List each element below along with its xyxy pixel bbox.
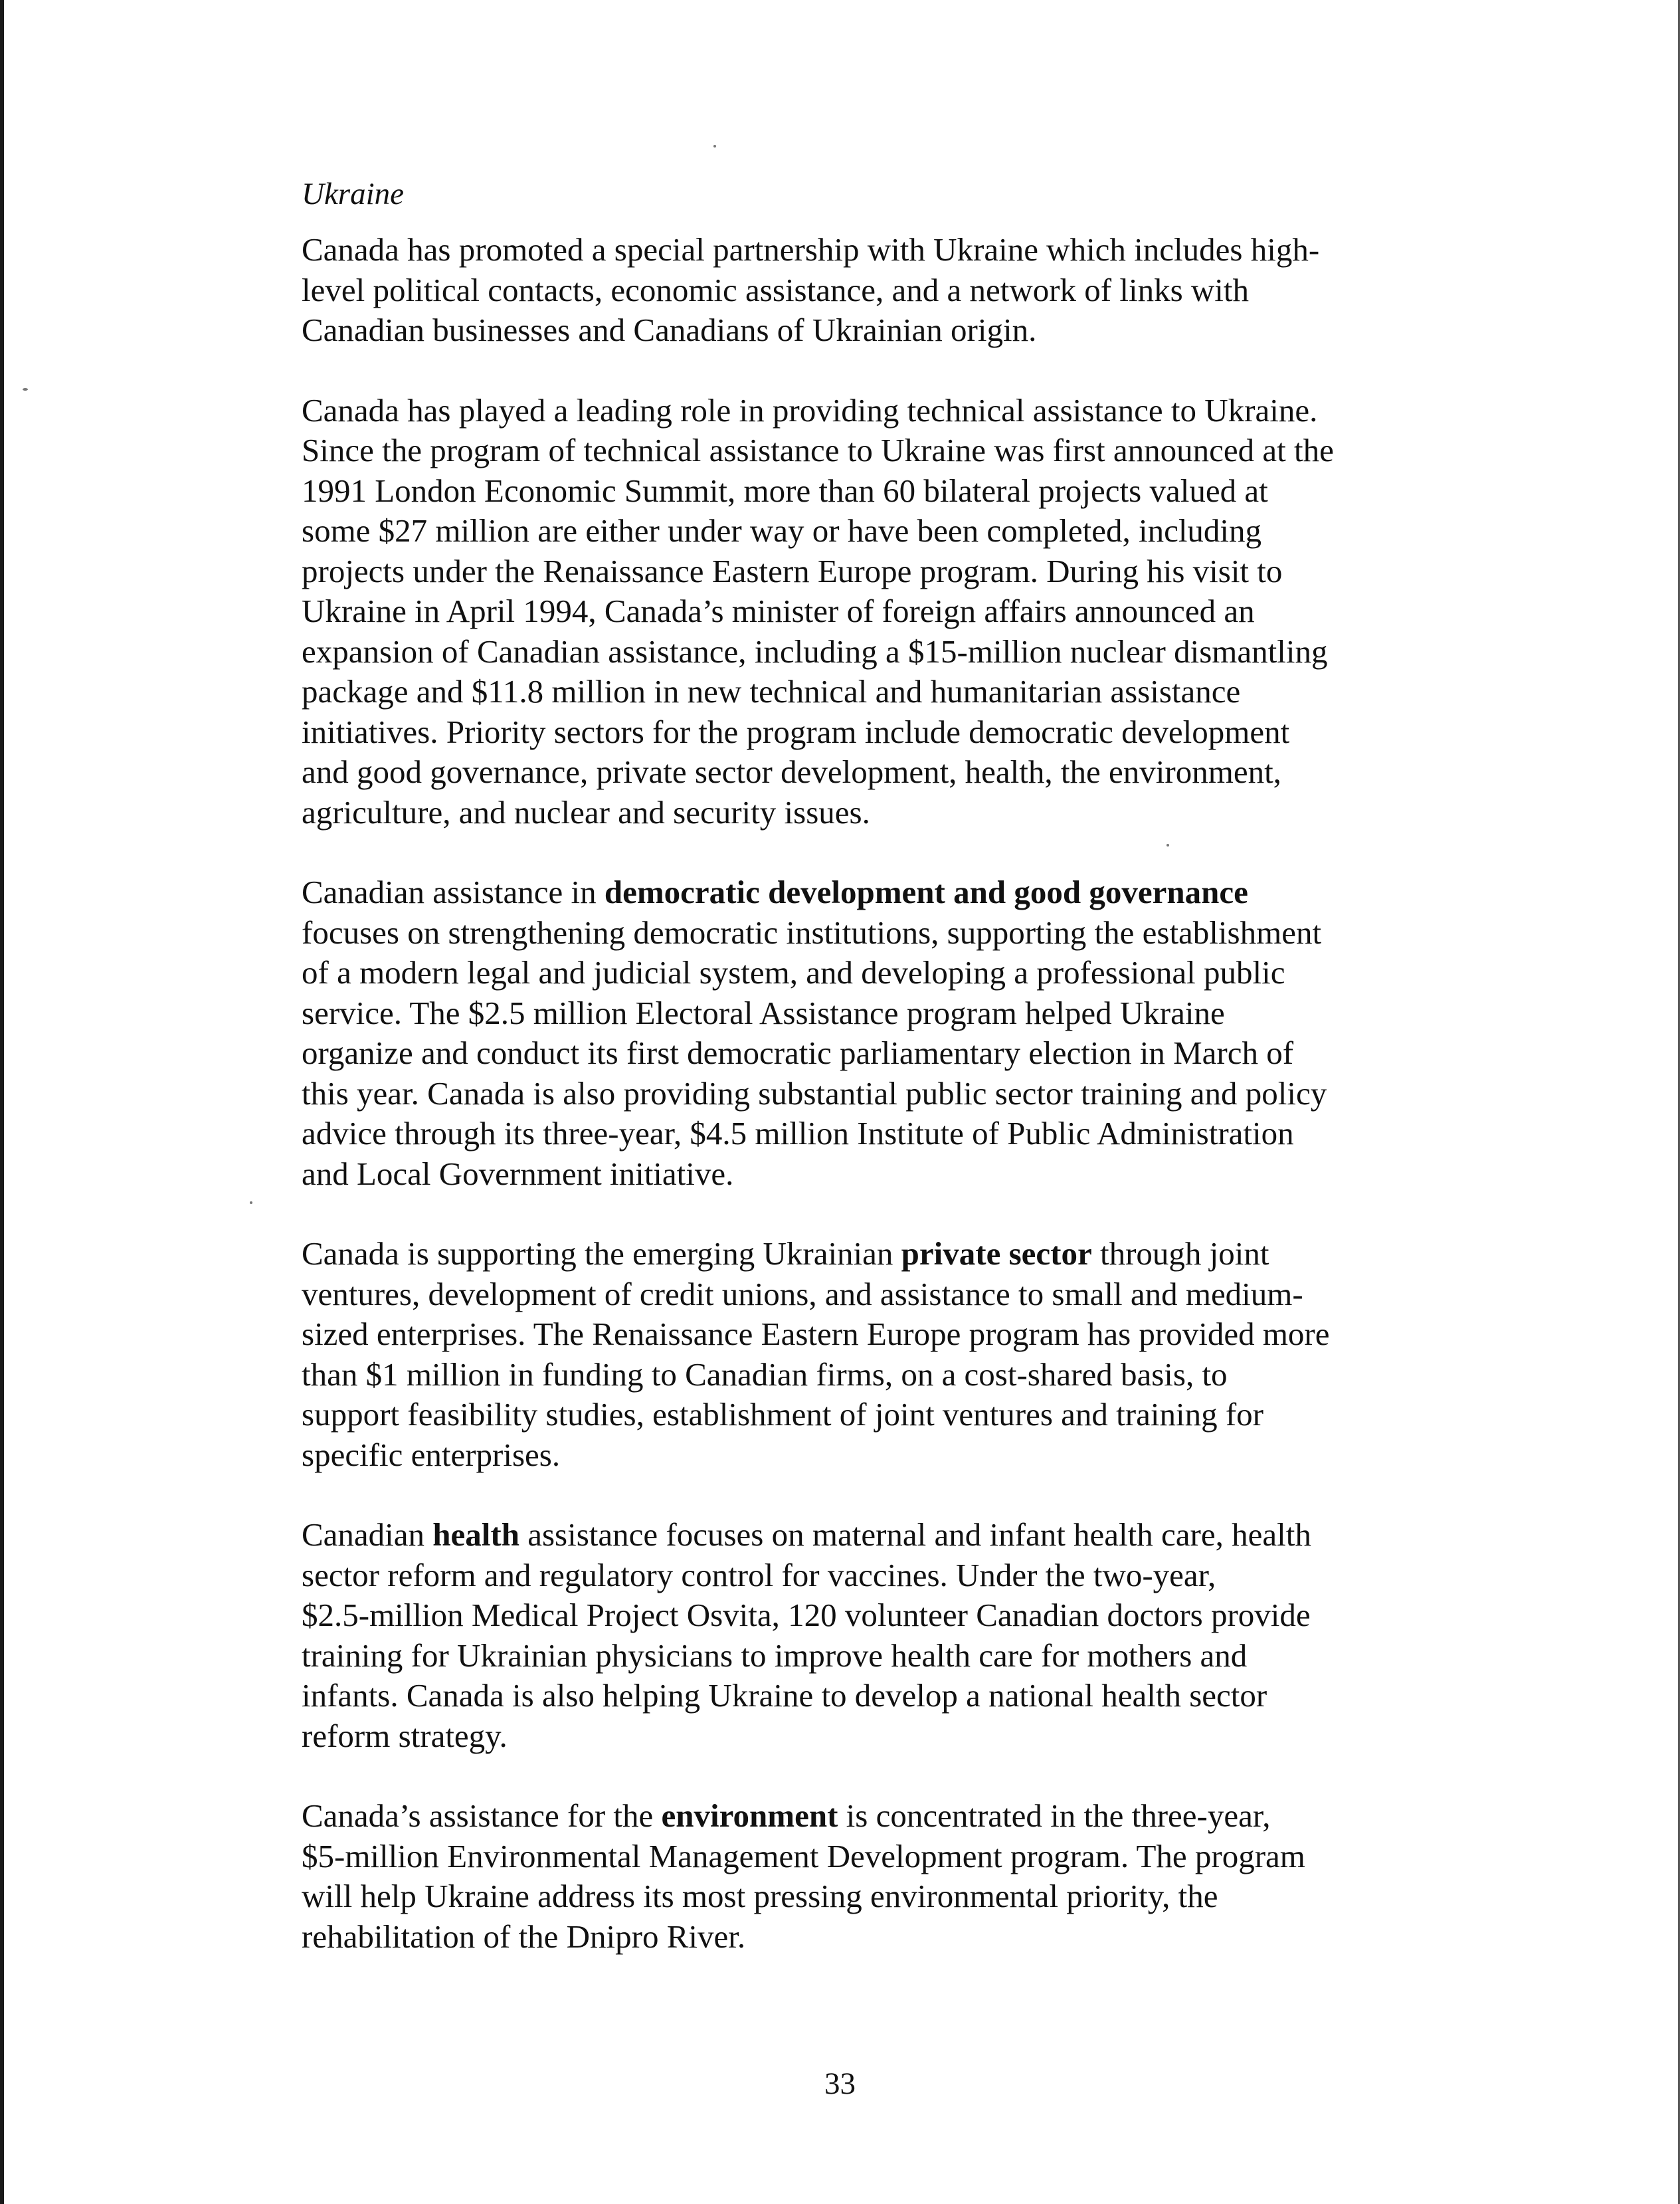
text-line: and good governance, private sector development, health, the environment, <box>302 753 1281 790</box>
emphasis-environment: environment <box>661 1797 838 1834</box>
text-line: Canada has promoted a special partnership with Ukraine which includes high- <box>302 231 1320 268</box>
text-line: specific enterprises. <box>302 1436 561 1473</box>
text-line: Ukraine in April 1994, Canada’s minister of foreign affairs announced an <box>302 593 1255 629</box>
text-line: agriculture, and nuclear and security issues. <box>302 793 870 831</box>
text-run: through joint <box>1091 1235 1269 1272</box>
text-line: than $1 million in funding to Canadian firms, on a cost-shared basis, to <box>302 1355 1228 1393</box>
text-line: rehabilitation of the Dnipro River. <box>302 1918 746 1955</box>
text-line <box>302 1796 1444 1837</box>
text-line: $2.5-million Medical Project Osvita, 120 volunteer Canadian doctors provide <box>302 1597 1311 1633</box>
emphasis-private-sector: private sector <box>901 1235 1092 1272</box>
text-line: and Local Government initiative. <box>302 1155 734 1192</box>
text-line: will help Ukraine address its most pressing environmental priority, the <box>302 1878 1218 1914</box>
text-run: is concentrated in the three-year, <box>838 1797 1271 1834</box>
text-line: sector reform and regulatory control for vaccines. Under the two-year, <box>302 1556 1216 1593</box>
text-run: Canada’s assistance for the <box>302 1797 662 1834</box>
text-line: training for Ukrainian physicians to improve health care for mothers and <box>302 1637 1248 1674</box>
text-run: Canadian assistance in <box>302 874 605 910</box>
text-line: focuses on strengthening democratic institutions, supporting the establishment <box>302 914 1322 951</box>
text-line: infants. Canada is also helping Ukraine to develop a national health sector <box>302 1677 1267 1714</box>
paragraph-health <box>302 1515 1444 1756</box>
text-line <box>302 1515 1444 1555</box>
text-line: organize and conduct its first democratic parliamentary election in March of <box>302 1035 1294 1071</box>
text-line <box>302 872 1444 913</box>
text-line: reform strategy. <box>302 1717 508 1754</box>
text-line: advice through its three-year, $4.5 million Institute of Public Administration <box>302 1115 1294 1152</box>
text-line: projects under the Renaissance Eastern Europe program. During his visit to <box>302 552 1283 589</box>
text-line: sized enterprises. The Renaissance Eastern Europe program has provided more <box>302 1316 1330 1352</box>
text-line: support feasibility studies, establishment of joint ventures and training for <box>302 1396 1263 1433</box>
paragraph-intro <box>302 230 1444 351</box>
text-line: ventures, development of credit unions, and assistance to small and medium- <box>302 1275 1303 1312</box>
text-line: service. The $2.5 million Electoral Assistance program helped Ukraine <box>302 994 1225 1031</box>
emphasis-health: health <box>432 1516 519 1553</box>
text-line: Canada has played a leading role in providing technical assistance to Ukraine. <box>302 391 1318 429</box>
scan-speck <box>23 388 28 391</box>
page-number: 33 <box>824 2066 856 2101</box>
section-heading: Ukraine <box>302 177 405 211</box>
text-line: some $27 million are either under way or have been completed, including <box>302 512 1262 549</box>
text-line <box>302 1234 1444 1274</box>
paragraph-environment <box>302 1796 1444 1957</box>
text-run: assistance focuses on maternal and infant health care, health <box>519 1516 1311 1553</box>
text-line: expansion of Canadian assistance, including a $15-million nuclear dismantling <box>302 633 1328 670</box>
text-line: of a modern legal and judicial system, and developing a professional public <box>302 954 1285 991</box>
text-line: package and $11.8 million in new technical and humanitarian assistance <box>302 673 1241 710</box>
paragraph-technical-assistance <box>302 391 1444 833</box>
text-line: $5-million Environmental Management Development program. The program <box>302 1837 1305 1874</box>
paragraph-private-sector <box>302 1234 1444 1475</box>
text-line: initiatives. Priority sectors for the program include democratic development <box>302 713 1290 750</box>
text-run: Canada is supporting the emerging Ukrainian <box>302 1235 901 1272</box>
scan-speck <box>713 145 716 148</box>
text-line: 1991 London Economic Summit, more than 60 bilateral projects valued at <box>302 472 1268 509</box>
article-body <box>302 174 1444 1997</box>
text-line: this year. Canada is also providing substantial public sector training and policy <box>302 1074 1327 1112</box>
text-line: level political contacts, economic assistance, and a network of links with <box>302 271 1250 308</box>
scan-edge-left <box>0 0 4 2204</box>
scan-speck <box>250 1201 252 1204</box>
text-line: Since the program of technical assistance to Ukraine was first announced at the <box>302 432 1334 468</box>
paragraph-democratic-development <box>302 872 1444 1194</box>
emphasis-democratic-development: democratic development and good governance <box>604 874 1248 910</box>
text-line: Canadian businesses and Canadians of Ukrainian origin. <box>302 312 1037 348</box>
text-run: Canadian <box>302 1516 433 1553</box>
